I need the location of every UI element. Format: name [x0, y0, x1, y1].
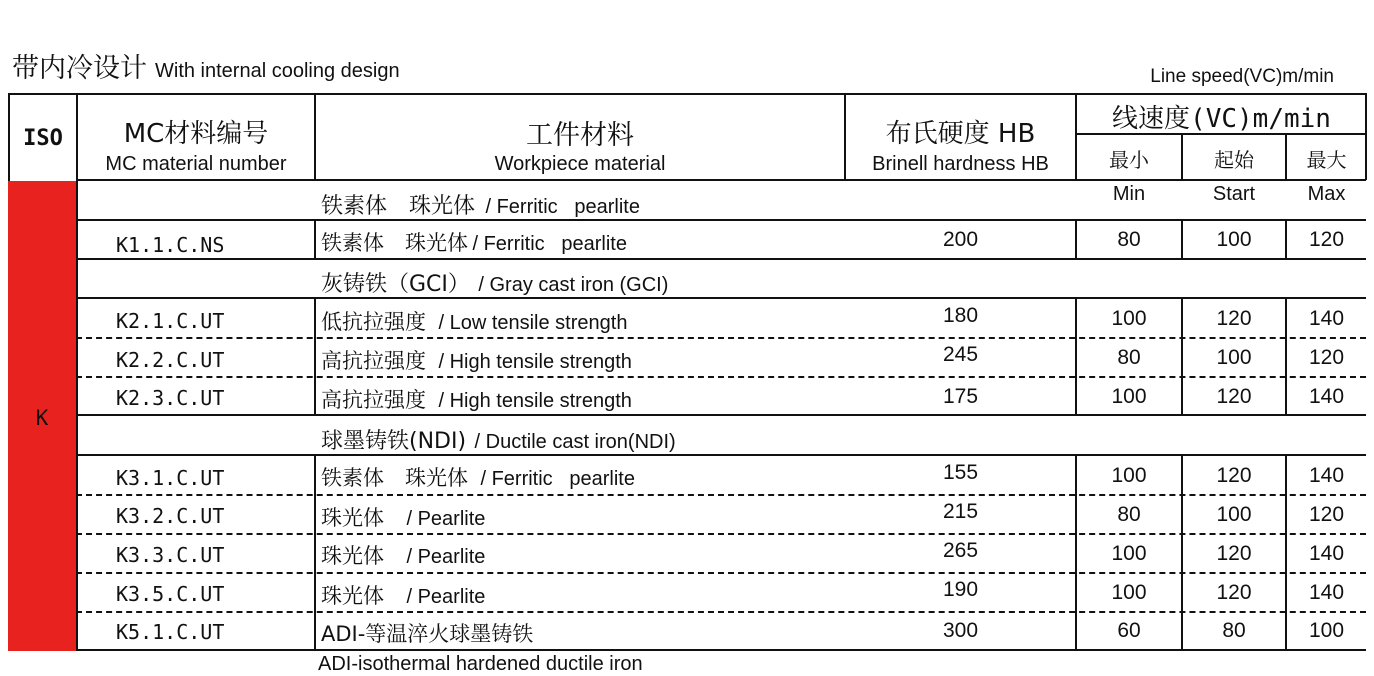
material-name-en: / Pearlite: [406, 586, 486, 608]
speed-min: 80: [1117, 228, 1141, 251]
group-heading: [321, 424, 676, 455]
material-code: K2.3.C.UT: [116, 386, 225, 410]
row-divider-dashed: [76, 376, 1366, 378]
speed-max: 140: [1308, 542, 1345, 565]
material-name-cn: ADI-等温淬火球墨铸铁: [321, 622, 534, 646]
material-name-cn: 珠光体: [321, 544, 384, 568]
table-top-border: [8, 93, 1366, 95]
hardness-value: 155: [942, 461, 979, 484]
material-code: K3.5.C.UT: [116, 582, 225, 606]
start-label-en: Start: [1212, 183, 1256, 205]
line-speed-header: 线速度(VC)m/min: [1112, 104, 1331, 134]
speed-max: 120: [1308, 503, 1345, 526]
speed-max: 120: [1308, 228, 1345, 251]
material-name-en: / High tensile strength: [438, 351, 632, 373]
workpiece-header-en: Workpiece material: [494, 153, 666, 175]
start-header-cn: 起始: [1214, 148, 1254, 172]
row-divider-dashed: [76, 494, 1366, 496]
hardness-value: 180: [942, 304, 979, 327]
header-bottom-border: [76, 179, 1366, 181]
speed-min: 100: [1111, 385, 1147, 408]
speed-min: 100: [1111, 307, 1147, 330]
group-heading-en: / Ductile cast iron(NDI): [474, 431, 676, 453]
hardness-value: 215: [942, 500, 979, 523]
table-bottom-border: [76, 649, 1366, 651]
row-divider-dashed: [76, 337, 1366, 339]
material-name-cn: 珠光体: [321, 584, 384, 608]
material-name: [321, 580, 485, 610]
speed-max: 140: [1308, 581, 1345, 604]
row-divider: [76, 414, 1366, 416]
material-code: K3.2.C.UT: [116, 504, 225, 528]
row-divider-dashed: [76, 533, 1366, 535]
iso-group-label: K: [35, 406, 49, 430]
group-heading-cn: 铁素体 珠光体: [321, 194, 476, 219]
material-name: [321, 462, 635, 492]
speed-min: 100: [1111, 542, 1147, 565]
speed-min: 100: [1111, 464, 1147, 487]
material-name: [321, 384, 632, 414]
group-heading-cn: 球墨铸铁(NDI): [321, 429, 467, 454]
speed-start: 100: [1216, 228, 1252, 251]
cutting-speed-table: [8, 93, 1366, 651]
group-heading: [321, 189, 640, 220]
speed-start: 80: [1222, 619, 1246, 642]
speed-max: 140: [1308, 464, 1345, 487]
group-heading: [321, 267, 668, 298]
row-divider: [76, 454, 1366, 456]
material-name: [321, 345, 632, 375]
material-name-cn: 铁素体 珠光体: [321, 466, 468, 490]
row-divider: [76, 219, 1366, 221]
iso-header: ISO: [23, 126, 63, 151]
hardness-value: 190: [942, 578, 979, 601]
material-name-en: / Ferritic pearlite: [472, 233, 627, 255]
speed-start: 120: [1216, 385, 1252, 408]
row-divider: [76, 297, 1366, 299]
column-divider: [76, 93, 78, 651]
page-title: [12, 46, 400, 85]
mc-header-en: MC material number: [105, 153, 287, 175]
hardness-value: 300: [942, 619, 979, 642]
material-name: [321, 502, 485, 532]
title-en: With internal cooling design: [155, 60, 400, 82]
row-divider: [76, 258, 1366, 260]
material-code: K2.1.C.UT: [116, 309, 225, 333]
row-divider-dashed: [76, 572, 1366, 574]
material-name-cn: 低抗拉强度: [321, 310, 426, 334]
group-heading-en: / Gray cast iron (GCI): [478, 274, 669, 296]
material-name-cn: 高抗拉强度: [321, 349, 426, 373]
column-divider: [314, 454, 316, 651]
hardness-value: 200: [942, 228, 979, 251]
material-name: [321, 306, 627, 336]
max-header-cn: 最大: [1306, 148, 1347, 172]
material-name: [321, 540, 485, 570]
workpiece-header-cn: 工件材料: [526, 120, 634, 151]
column-divider: [314, 297, 316, 415]
mc-header-cn: MC材料编号: [123, 119, 269, 149]
material-code: K3.1.C.UT: [116, 466, 225, 490]
speed-start: 120: [1216, 464, 1252, 487]
speed-min: 80: [1117, 503, 1141, 526]
column-divider: [314, 219, 316, 259]
speed-max: 140: [1308, 385, 1345, 408]
material-name-cn: 高抗拉强度: [321, 388, 426, 412]
material-code: K5.1.C.UT: [116, 620, 225, 644]
material-name-en: / Pearlite: [406, 508, 486, 530]
line-speed-note: Line speed(VC)m/min: [1150, 66, 1334, 87]
material-name-en: / Ferritic pearlite: [480, 468, 635, 490]
speed-start: 120: [1216, 542, 1252, 565]
material-code: K2.2.C.UT: [116, 348, 225, 372]
speed-start: 100: [1216, 503, 1252, 526]
speed-min: 100: [1111, 581, 1147, 604]
brinell-header-cn: 布氏硬度 HB: [885, 119, 1036, 149]
group-heading-cn: 灰铸铁（GCI）: [321, 272, 470, 297]
material-name-en: / High tensile strength: [438, 390, 632, 412]
row-divider-dashed: [76, 611, 1366, 613]
material-code: K1.1.C.NS: [116, 233, 225, 257]
speed-max: 100: [1308, 619, 1345, 642]
speed-max: 140: [1308, 307, 1345, 330]
group-heading-en: / Ferritic pearlite: [485, 196, 640, 218]
hardness-value: 245: [942, 343, 979, 366]
speed-min: 80: [1117, 346, 1141, 369]
title-cn: 带内冷设计: [12, 53, 147, 84]
material-name-en: / Pearlite: [406, 546, 486, 568]
hardness-value: 265: [942, 539, 979, 562]
material-code: K3.3.C.UT: [116, 543, 225, 567]
max-label-en: Max: [1307, 183, 1346, 205]
material-name-cn: 珠光体: [321, 506, 384, 530]
speed-max: 120: [1308, 346, 1345, 369]
material-name: [321, 227, 627, 257]
hardness-value: 175: [942, 385, 979, 408]
speed-start: 120: [1216, 307, 1252, 330]
material-name-en: / Low tensile strength: [438, 312, 628, 334]
speed-start: 100: [1216, 346, 1252, 369]
brinell-header-en: Brinell hardness HB: [872, 153, 1049, 175]
material-name-cn: 铁素体 珠光体: [321, 231, 468, 255]
min-label-en: Min: [1112, 183, 1146, 205]
speed-start: 120: [1216, 581, 1252, 604]
material-name: [321, 618, 533, 648]
min-header-cn: 最小: [1109, 148, 1149, 172]
speed-min: 60: [1117, 619, 1141, 642]
footnote: ADI-isothermal hardened ductile iron: [318, 653, 643, 675]
